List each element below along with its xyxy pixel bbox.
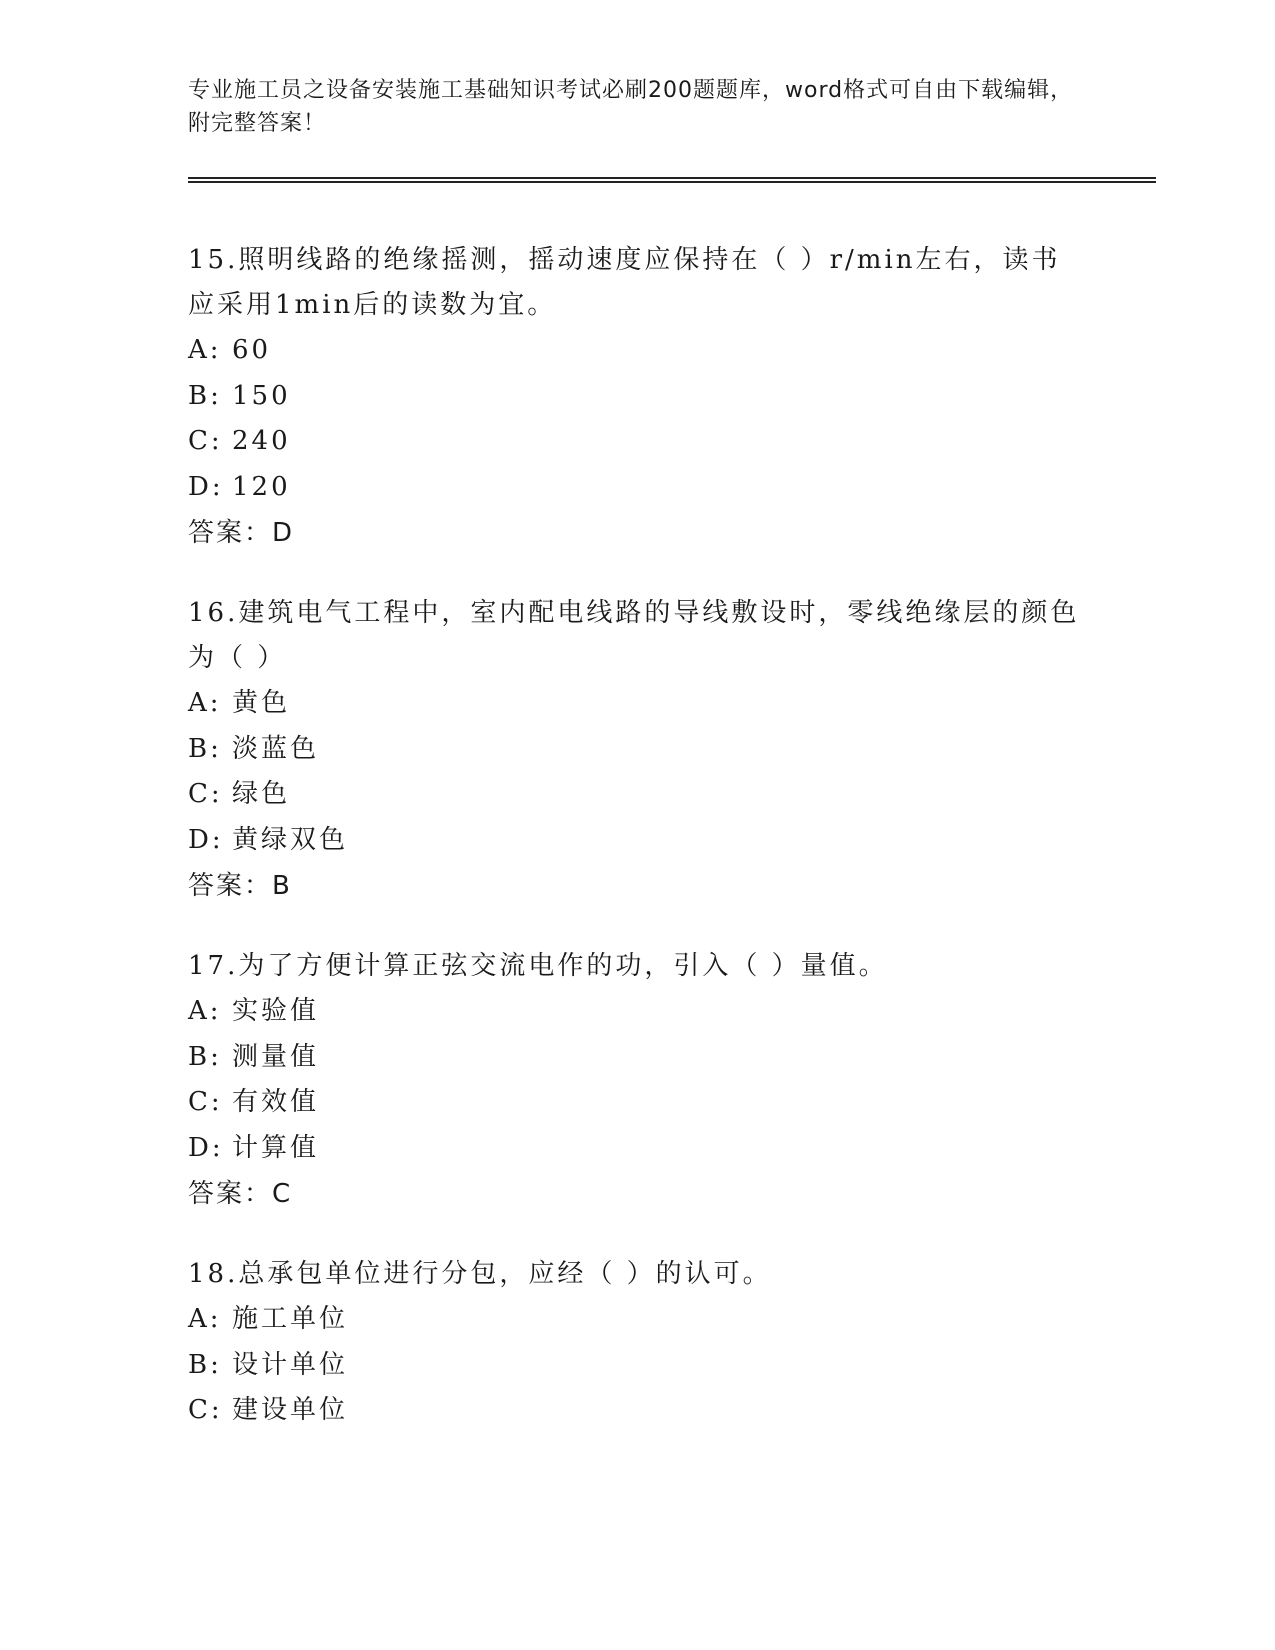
option-letter: D:: [188, 1132, 224, 1163]
question-16: [188, 591, 1088, 909]
option-value: 黄色: [232, 688, 291, 718]
option-value: 测量值: [232, 1041, 320, 1072]
option-letter: A:: [188, 1304, 222, 1334]
document-header: [188, 74, 1088, 140]
option-b: [188, 1035, 1088, 1081]
option-b: [188, 1343, 1088, 1389]
option-value: 150: [232, 380, 291, 411]
option-letter: B:: [188, 733, 222, 764]
option-a: [188, 681, 1088, 727]
question-text: 17.为了方便计算正弦交流电作的功，引入（ ）量值。: [188, 951, 888, 981]
option-letter: A:: [188, 688, 222, 718]
option-a: [188, 328, 1088, 374]
answer-line: 答案：C: [188, 1179, 293, 1209]
option-letter: C:: [188, 426, 223, 456]
question-18: [188, 1252, 1088, 1434]
question-text: 18.总承包单位进行分包，应经（ ）的认可。: [188, 1259, 772, 1289]
option-value: 有效值: [232, 1087, 320, 1117]
question-list: [188, 238, 1088, 1469]
option-a: [188, 1297, 1088, 1343]
question-text: 16.建筑电气工程中，室内配电线路的导线敷设时，零线绝缘层的颜色为（ ）: [188, 598, 1080, 673]
option-letter: B:: [188, 1041, 222, 1072]
header-rule-top: [188, 177, 1156, 179]
option-letter: C:: [188, 1087, 223, 1117]
question-text: 15.照明线路的绝缘摇测，摇动速度应保持在（ ）r/min左右，读书应采用1min后的读数为宜。: [188, 245, 1061, 320]
option-letter: D:: [188, 824, 224, 855]
option-b: [188, 374, 1088, 420]
option-letter: A:: [188, 996, 222, 1026]
option-letter: A:: [188, 335, 222, 365]
option-letter: B:: [188, 380, 222, 411]
header-title: 专业施工员之设备安装施工基础知识考试必刷200题题库，word格式可自由下载编辑，附完整答案！: [188, 78, 1074, 136]
option-d: [188, 1126, 1088, 1172]
option-a: [188, 989, 1088, 1035]
option-c: [188, 1388, 1088, 1434]
option-c: [188, 419, 1088, 465]
option-value: 黄绿双色: [232, 824, 349, 855]
option-letter: C:: [188, 779, 223, 809]
question-17: [188, 944, 1088, 1217]
option-value: 实验值: [232, 996, 320, 1026]
option-d: [188, 465, 1088, 511]
question-15: [188, 238, 1088, 556]
option-value: 建设单位: [232, 1395, 349, 1425]
option-value: 淡蓝色: [232, 733, 320, 764]
option-c: [188, 1080, 1088, 1126]
answer-line: 答案：B: [188, 871, 292, 901]
option-value: 施工单位: [232, 1304, 349, 1334]
option-letter: B:: [188, 1349, 222, 1380]
header-rule-bottom: [188, 181, 1156, 183]
option-value: 120: [232, 471, 291, 502]
option-c: [188, 772, 1088, 818]
option-value: 绿色: [232, 779, 291, 809]
option-value: 计算值: [232, 1132, 320, 1163]
option-value: 设计单位: [232, 1349, 349, 1380]
option-letter: C:: [188, 1395, 223, 1425]
option-value: 240: [232, 426, 291, 456]
option-value: 60: [232, 335, 272, 365]
option-d: [188, 818, 1088, 864]
answer-line: 答案：D: [188, 518, 295, 548]
option-letter: D:: [188, 471, 224, 502]
option-b: [188, 727, 1088, 773]
